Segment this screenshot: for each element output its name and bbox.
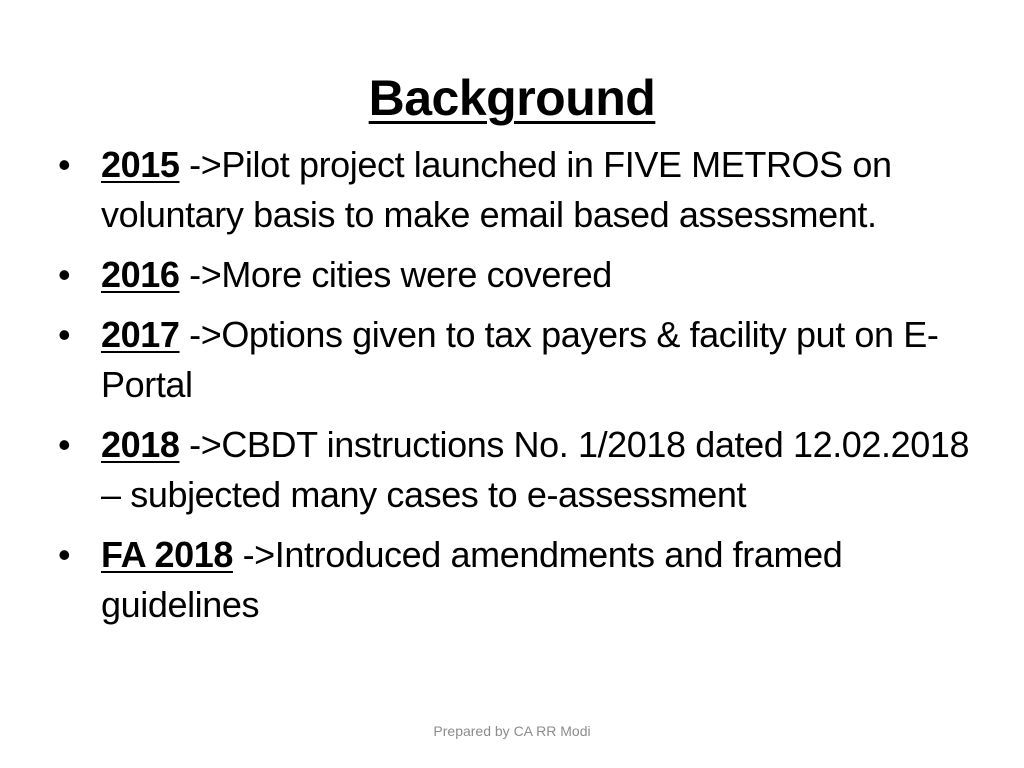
bullet-text: ->Pilot project launched in FIVE METROS on voluntary basis to make email based assessment. bbox=[101, 144, 892, 235]
bullet-year: FA 2018 bbox=[101, 534, 233, 575]
bullet-text: ->More cities were covered bbox=[179, 254, 612, 295]
bullet-text: ->Options given to tax payers & facility put on E-Portal bbox=[101, 314, 939, 405]
bullet-item-2018 bbox=[58, 420, 978, 520]
bullet-year: 2015 bbox=[101, 144, 180, 185]
bullet-item-2016 bbox=[58, 250, 978, 300]
bullet-item-2017 bbox=[58, 310, 978, 410]
footer-credit: Prepared by CA RR Modi bbox=[433, 723, 591, 739]
bullet-text: ->Introduced amendments and framed guidelines bbox=[101, 534, 843, 625]
slide-title-text: Background bbox=[368, 70, 656, 126]
bullet-dot-icon: • bbox=[58, 534, 71, 575]
bullet-item-fa-2018 bbox=[58, 530, 978, 630]
bullet-list bbox=[58, 140, 978, 640]
bullet-year: 2017 bbox=[101, 314, 180, 355]
bullet-item-2015 bbox=[58, 140, 978, 240]
bullet-dot-icon: • bbox=[58, 314, 71, 355]
bullet-year: 2018 bbox=[101, 424, 180, 465]
slide-title bbox=[0, 64, 1024, 132]
bullet-dot-icon: • bbox=[58, 424, 71, 465]
bullet-dot-icon: • bbox=[58, 254, 71, 295]
bullet-dot-icon: • bbox=[58, 144, 71, 185]
bullet-year: 2016 bbox=[101, 254, 180, 295]
bullet-text: ->CBDT instructions No. 1/2018 dated 12.02.2018 – subjected many cases to e-assessment bbox=[101, 424, 970, 515]
